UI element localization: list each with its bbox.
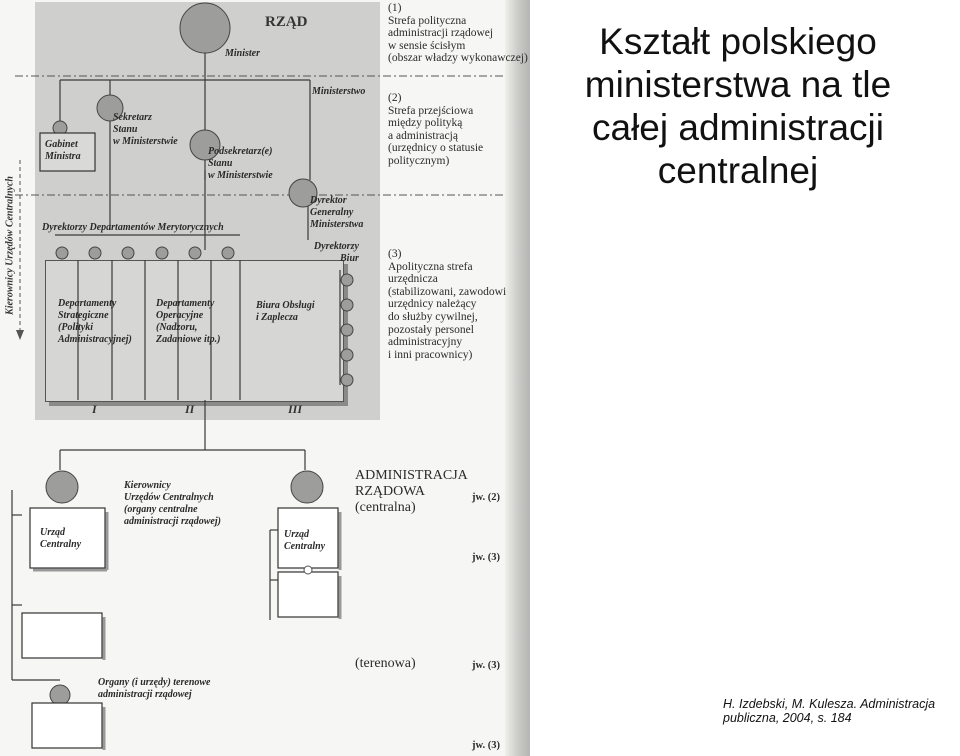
regional-node — [50, 685, 70, 705]
slide-title: Kształt polskiego ministerstwa na tle całej administracji centralnej — [584, 21, 892, 191]
zone-1-text: (1) Strefa polityczna administracji rządowej w sensie ścisłym (obszar władzy wykonawczej) — [388, 2, 528, 65]
roman-2: II — [185, 402, 195, 416]
central-head-node-2 — [291, 471, 323, 503]
director-general-label: Dyrektor Generalny Ministerstwa — [310, 195, 364, 230]
vertical-label: Kierownicy Urzędów Centralnych — [4, 176, 16, 315]
central-office-label-2: Urząd Centralny — [284, 529, 326, 552]
citation: H. Izdebski, M. Kulesza. Administracja publiczna, 2004, s. 184 — [723, 697, 936, 725]
bureau-directors-label: Dyrektorzy Biur — [313, 241, 359, 264]
minister-label: Minister — [225, 48, 261, 59]
jw-3-label: jw. (3) — [472, 552, 500, 563]
secretary-label: Sekretarz Stanu w Ministerstwie — [113, 112, 178, 147]
minister-node — [180, 3, 230, 53]
roman-1: I — [92, 402, 97, 416]
jw-2-label: jw. (2) — [472, 492, 500, 503]
dept-directors-label: Dyrektorzy Departamentów Merytorycznych — [42, 222, 224, 233]
zone-3-text: (3) Apolityczna strefa urzędnicza (stabilizowani, zawodowi urzędnicy należący do służby cywilnej, pozostały personel administracyjny i inni pracownicy) — [388, 248, 507, 361]
admin-title: ADMINISTRACJA RZĄDOWA (centralna) — [355, 468, 468, 515]
central-heads-label: Kierownicy Urzędów Centralnych (organy centralne administracji rządowej) — [124, 480, 221, 527]
central-office-label: Urząd Centralny — [40, 527, 82, 550]
ministry-label: Ministerstwo — [312, 86, 366, 97]
dept-bureaus-label: Biura Obsługi i Zaplecza — [256, 300, 315, 323]
jw-3-label-3: jw. (3) — [472, 740, 500, 751]
jw-3-label-2: jw. (3) — [472, 660, 500, 671]
regional-label: (terenowa) — [355, 656, 416, 671]
zone-2-text: (2) Strefa przejściowa między polityką a administracją (urzędnicy o statusie politycznym) — [388, 92, 484, 167]
dept-operational-label: Departamenty Operacyjne (Nadzoru, Zadaniowe itp.) — [156, 298, 221, 345]
undersecretary-label: Podsekretarz(e) Stanu w Ministerstwie — [208, 146, 273, 181]
cabinet-label: Gabinet Ministra — [45, 139, 81, 162]
dept-strategic-label: Departamenty Strategiczne (Polityki Administracyjnej) — [58, 298, 132, 345]
government-label: RZĄD — [265, 14, 308, 30]
regional-organs-label: Organy (i urzędy) terenowe administracji rządowej — [98, 677, 211, 700]
roman-3: III — [288, 402, 303, 416]
central-head-node — [46, 471, 78, 503]
